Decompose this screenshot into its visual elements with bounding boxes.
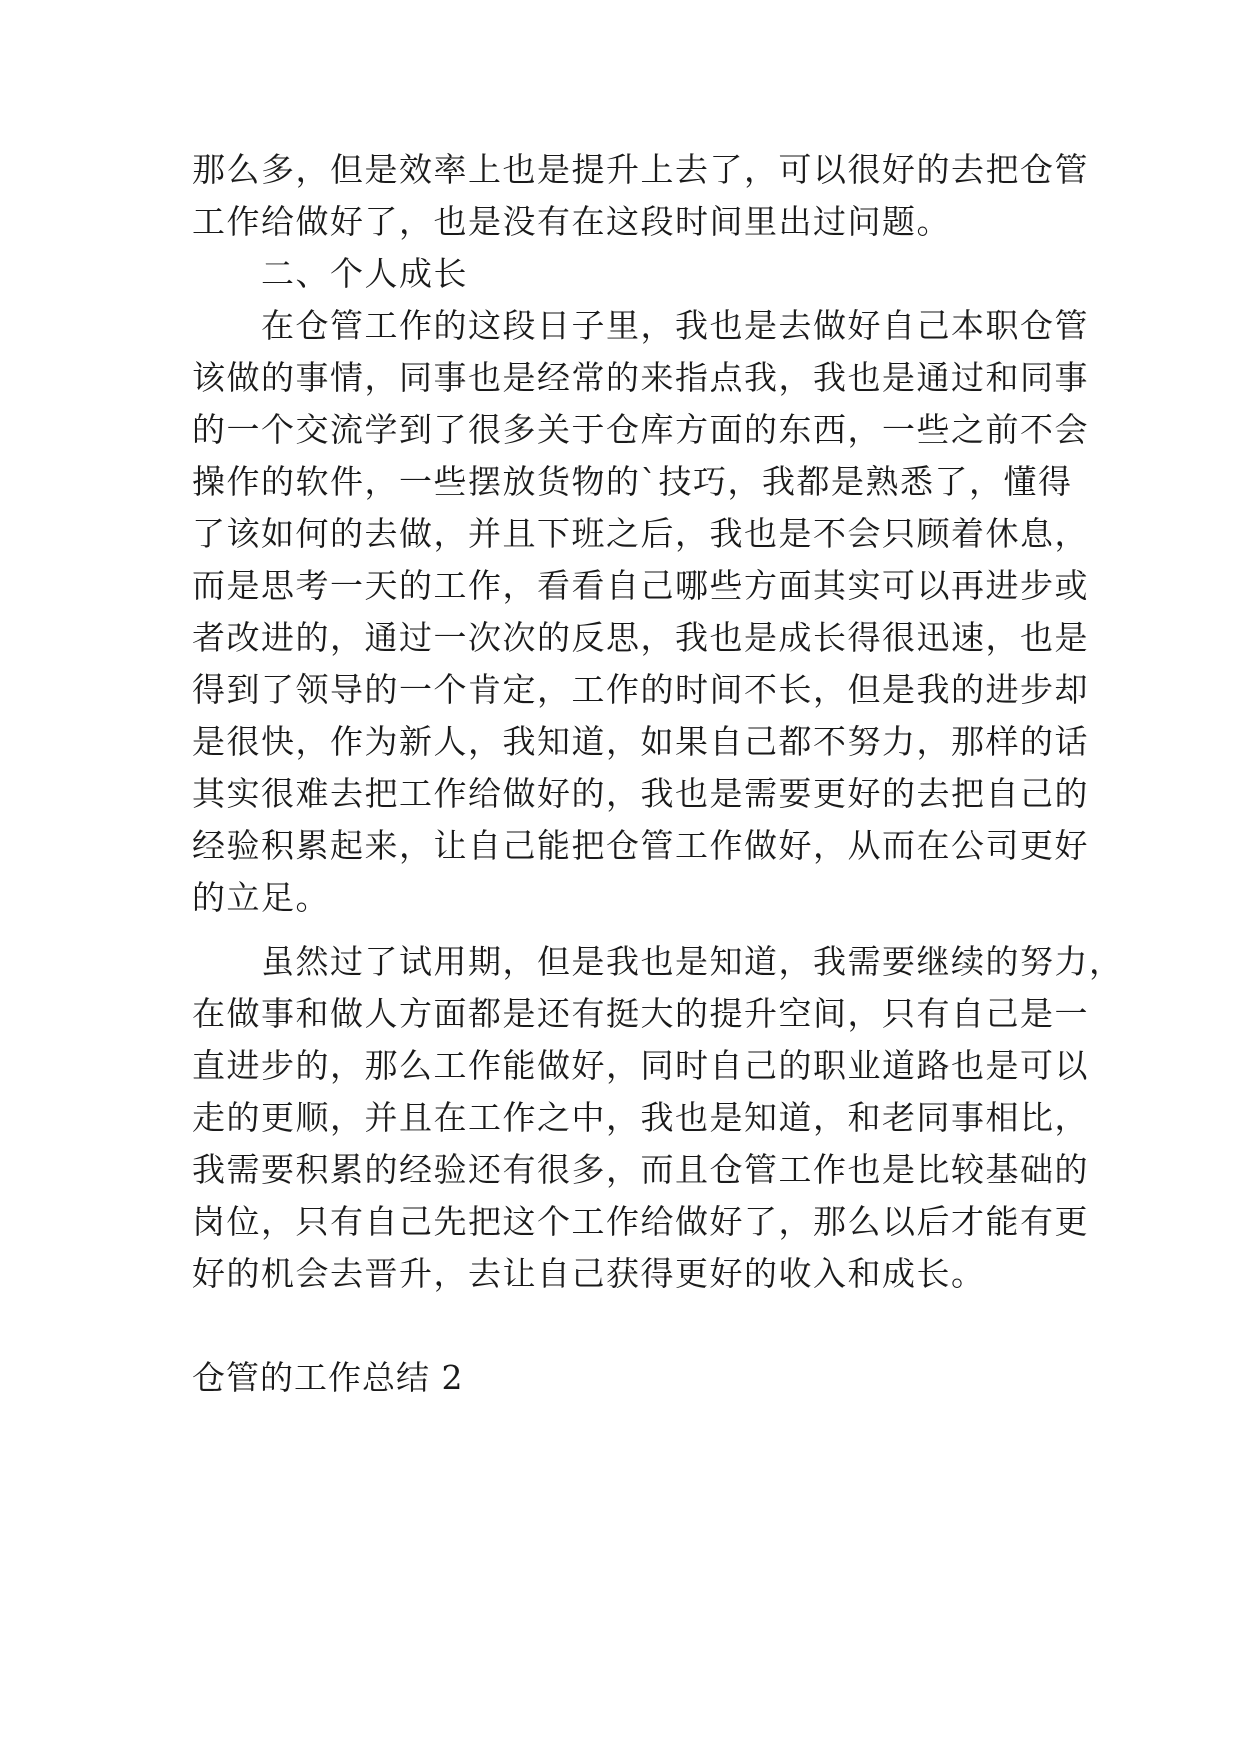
body-line: 了该如何的去做，并且下班之后，我也是不会只顾着休息， — [192, 514, 1089, 553]
body-line: 好的机会去晋升，去让自己获得更好的收入和成长。 — [192, 1254, 986, 1293]
body-line: 其实很难去把工作给做好的，我也是需要更好的去把自己的 — [192, 774, 1089, 813]
body-line: 是很快，作为新人，我知道，如果自己都不努力，那样的话 — [192, 722, 1089, 761]
subheading-personal-growth: 二、个人成长 — [192, 254, 468, 293]
body-line: 的一个交流学到了很多关于仓库方面的东西，一些之前不会 — [192, 410, 1089, 449]
body-line: 该做的事情，同事也是经常的来指点我，我也是通过和同事 — [192, 358, 1089, 397]
body-line: 操作的软件，一些摆放货物的`技巧，我都是熟悉了，懂得 — [192, 462, 1073, 501]
body-line: 直进步的，那么工作能做好，同时自己的职业道路也是可以 — [192, 1046, 1089, 1085]
body-line: 那么多，但是效率上也是提升上去了，可以很好的去把仓管 — [192, 150, 1089, 189]
section-title: 仓管的工作总结 2 — [192, 1358, 464, 1397]
body-line: 岗位，只有自己先把这个工作给做好了，那么以后才能有更 — [192, 1202, 1089, 1241]
body-line: 走的更顺，并且在工作之中，我也是知道，和老同事相比， — [192, 1098, 1089, 1137]
body-line: 者改进的，通过一次次的反思，我也是成长得很迅速，也是 — [192, 618, 1089, 657]
body-line: 经验积累起来，让自己能把仓管工作做好，从而在公司更好 — [192, 826, 1089, 865]
body-line: 我需要积累的经验还有很多，而且仓管工作也是比较基础的 — [192, 1150, 1089, 1189]
body-line: 在仓管工作的这段日子里，我也是去做好自己本职仓管 — [192, 306, 1089, 345]
body-line: 的立足。 — [192, 878, 330, 917]
body-line: 而是思考一天的工作，看看自己哪些方面其实可以再进步或 — [192, 566, 1089, 605]
body-line: 得到了领导的一个肯定，工作的时间不长，但是我的进步却 — [192, 670, 1089, 709]
body-line: 在做事和做人方面都是还有挺大的提升空间，只有自己是一 — [192, 994, 1089, 1033]
body-line: 工作给做好了，也是没有在这段时间里出过问题。 — [192, 202, 951, 241]
body-line: 虽然过了试用期，但是我也是知道，我需要继续的努力， — [192, 942, 1124, 981]
